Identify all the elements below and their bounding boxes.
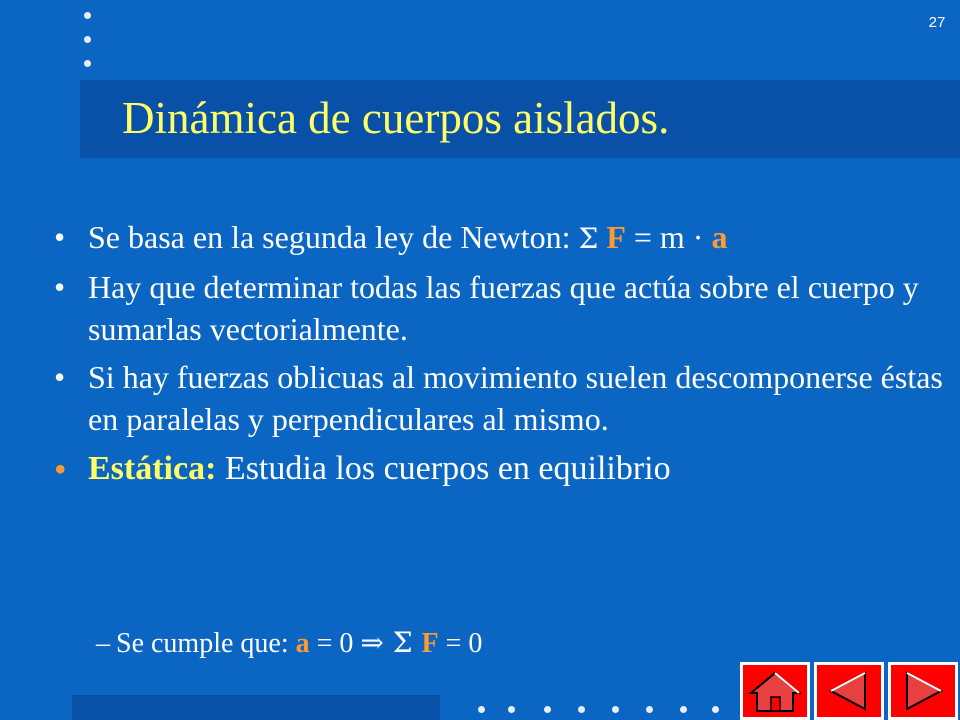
slide-title: Dinámica de cuerpos aislados.	[122, 93, 670, 143]
page-number: 27	[928, 14, 946, 31]
bullet-marker: •	[54, 449, 67, 489]
decorative-dot	[578, 706, 585, 713]
sigma-symbol: Σ	[578, 222, 599, 255]
force-symbol: F	[606, 219, 626, 255]
sigma-symbol: Σ	[383, 626, 422, 659]
bullet-statics	[54, 446, 944, 492]
equation-zero: = 0	[309, 628, 361, 659]
bullet-text: Hay que determinar todas las fuerzas que actúa sobre el cuerpo y sumarlas vectorialmente.	[88, 269, 919, 347]
triangle-left-icon	[817, 665, 881, 717]
bullet-marker: •	[54, 269, 66, 305]
acceleration-symbol: a	[295, 628, 310, 659]
bullet-determine-forces	[54, 266, 944, 350]
decorative-dot	[680, 706, 687, 713]
implies-symbol: ⇒	[360, 626, 384, 659]
decorative-dot	[712, 706, 719, 713]
equation-middle: = m ·	[625, 219, 712, 255]
decorative-dot	[612, 706, 619, 713]
decorative-dot	[478, 706, 485, 713]
decorative-dot	[84, 60, 91, 67]
previous-button[interactable]	[814, 662, 884, 720]
bullet-text: Se basa en la segunda ley de Newton:	[88, 219, 579, 255]
bullet-oblique-forces	[54, 356, 944, 440]
next-button[interactable]	[888, 662, 958, 720]
decorative-dot	[544, 706, 551, 713]
bullet-list	[54, 216, 944, 498]
home-icon	[743, 665, 807, 717]
triangle-right-icon	[891, 665, 955, 717]
bullet-marker: •	[54, 359, 66, 395]
equation-zero: = 0	[438, 628, 483, 659]
sub-bullet-equilibrium	[96, 626, 482, 660]
bullet-newton-law	[54, 216, 944, 260]
bullet-text: Estudia los cuerpos en equilibrio	[216, 450, 671, 487]
sub-text: Se cumple que:	[116, 628, 296, 659]
bullet-marker: •	[54, 219, 66, 255]
bottom-band	[72, 695, 440, 720]
decorative-dot	[84, 36, 91, 43]
statics-keyword: Estática:	[88, 450, 217, 487]
decorative-dot	[508, 706, 515, 713]
decorative-dot	[646, 706, 653, 713]
force-symbol: F	[421, 628, 439, 659]
acceleration-symbol: a	[711, 219, 728, 255]
decorative-dot	[84, 12, 91, 19]
home-button[interactable]	[740, 662, 810, 720]
bullet-text: Si hay fuerzas oblicuas al movimiento suelen descomponerse éstas en paralelas y perpendiculares al mismo.	[88, 359, 943, 437]
dash-marker: –	[96, 628, 110, 659]
